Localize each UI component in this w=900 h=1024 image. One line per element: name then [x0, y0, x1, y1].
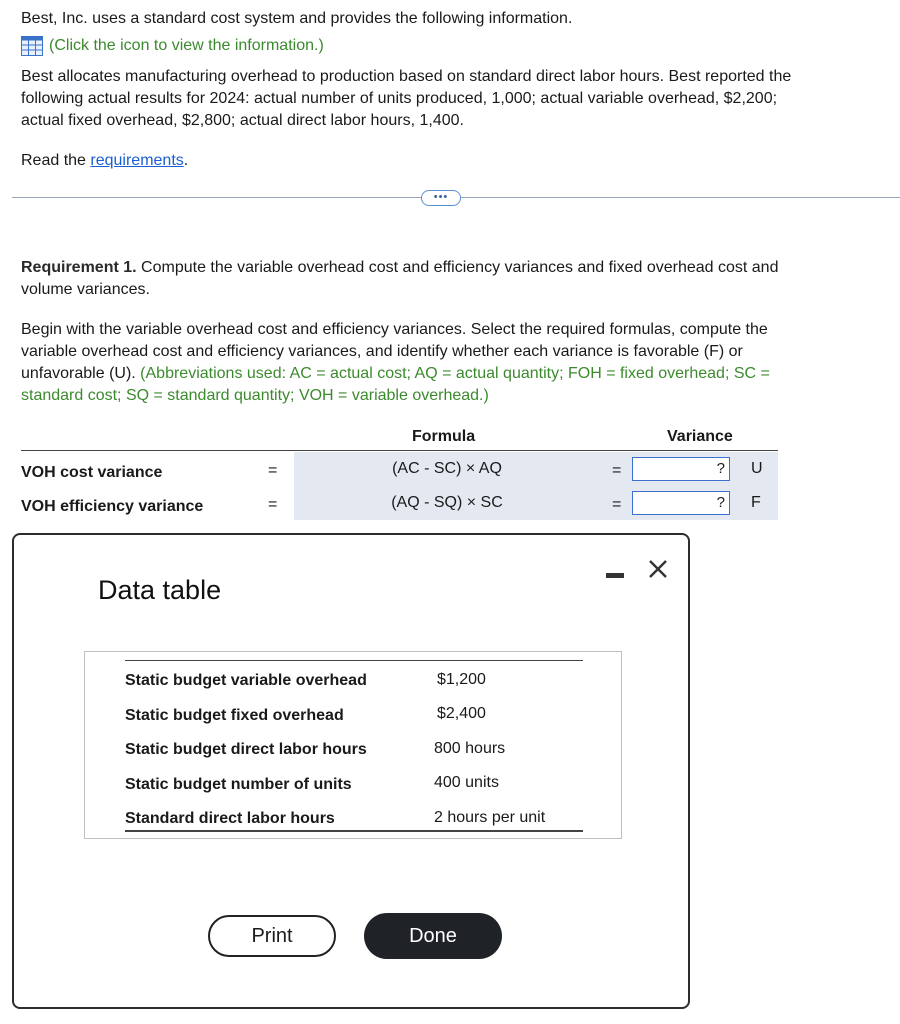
instructions-line-1: Begin with the variable overhead cost and efficiency variances. Select the required formulas, compute the — [21, 321, 768, 338]
variance-header: Variance — [667, 428, 733, 445]
equals-sign: = — [268, 462, 278, 479]
voh-cost-variance-type[interactable]: U — [751, 460, 763, 477]
data-table-modal — [12, 533, 690, 1009]
data-row-value: 800 hours — [434, 740, 506, 757]
equals-sign: = — [268, 496, 278, 513]
voh-cost-variance-label: VOH cost variance — [21, 464, 163, 481]
expand-more-button[interactable]: ••• — [421, 190, 461, 206]
intro-paragraph-line-2: following actual results for 2024: actual number of units produced, 1,000; actual variable overhead, $2,200; — [21, 90, 778, 107]
table-header-rule — [21, 450, 778, 451]
info-link-text[interactable]: (Click the icon to view the information.) — [49, 37, 324, 54]
intro-paragraph-line-3: actual fixed overhead, $2,800; actual direct labor hours, 1,400. — [21, 112, 464, 129]
voh-efficiency-formula-select[interactable]: (AQ - SQ) × SC — [391, 494, 503, 511]
voh-efficiency-variance-type[interactable]: F — [751, 494, 761, 511]
voh-cost-variance-input[interactable]: ? — [632, 457, 730, 481]
instructions-line-3a: unfavorable (U). — [21, 365, 141, 382]
info-link[interactable] — [21, 36, 324, 56]
data-row-label: Static budget variable overhead — [125, 672, 367, 689]
data-row-value: $2,400 — [437, 705, 486, 722]
requirement-heading — [21, 257, 778, 279]
data-row-label: Standard direct labor hours — [125, 810, 335, 827]
instructions-line-2: variable overhead cost and efficiency variances, and identify whether each variance is favorable (F) or — [21, 343, 743, 360]
equals-sign: = — [612, 496, 622, 513]
data-row-label: Static budget fixed overhead — [125, 707, 344, 724]
minimize-icon[interactable] — [606, 573, 624, 578]
voh-efficiency-variance-input[interactable]: ? — [632, 491, 730, 515]
requirement-title: Requirement 1. — [21, 259, 137, 276]
intro-paragraph-line-1: Best allocates manufacturing overhead to production based on standard direct labor hours. Best reported the — [21, 68, 792, 85]
equals-sign: = — [612, 462, 622, 479]
abbreviations-line-2: standard cost; SQ = standard quantity; VOH = variable overhead.) — [21, 387, 489, 404]
data-row-label: Static budget number of units — [125, 776, 352, 793]
read-requirements — [21, 150, 188, 172]
requirements-link[interactable]: requirements — [90, 152, 184, 169]
table-bottom-rule — [125, 830, 583, 832]
abbreviations-line-1: (Abbreviations used: AC = actual cost; AQ = actual quantity; FOH = fixed overhead; SC = — [140, 365, 770, 382]
intro-line: Best, Inc. uses a standard cost system and provides the following information. — [21, 10, 573, 27]
voh-cost-formula-select[interactable]: (AC - SC) × AQ — [392, 460, 502, 477]
instructions-line-3 — [21, 363, 770, 385]
data-table-icon[interactable] — [21, 36, 43, 56]
table-top-rule — [125, 660, 583, 661]
data-row-value: 2 hours per unit — [434, 809, 546, 826]
voh-efficiency-variance-label: VOH efficiency variance — [21, 498, 204, 515]
modal-title: Data table — [98, 575, 222, 605]
done-button[interactable]: Done — [364, 913, 502, 959]
data-row-value: $1,200 — [437, 671, 486, 688]
read-suffix: . — [183, 152, 189, 169]
data-table — [84, 651, 622, 839]
data-row-value: 400 units — [434, 774, 499, 791]
read-prefix: Read the — [21, 152, 91, 169]
data-row-label: Static budget direct labor hours — [125, 741, 367, 758]
requirement-text-2: volume variances. — [21, 281, 150, 298]
formula-header: Formula — [412, 428, 476, 445]
print-button[interactable]: Print — [208, 915, 336, 957]
requirement-text-1: Compute the variable overhead cost and efficiency variances and fixed overhead cost and — [136, 259, 779, 276]
close-icon[interactable] — [644, 555, 672, 583]
